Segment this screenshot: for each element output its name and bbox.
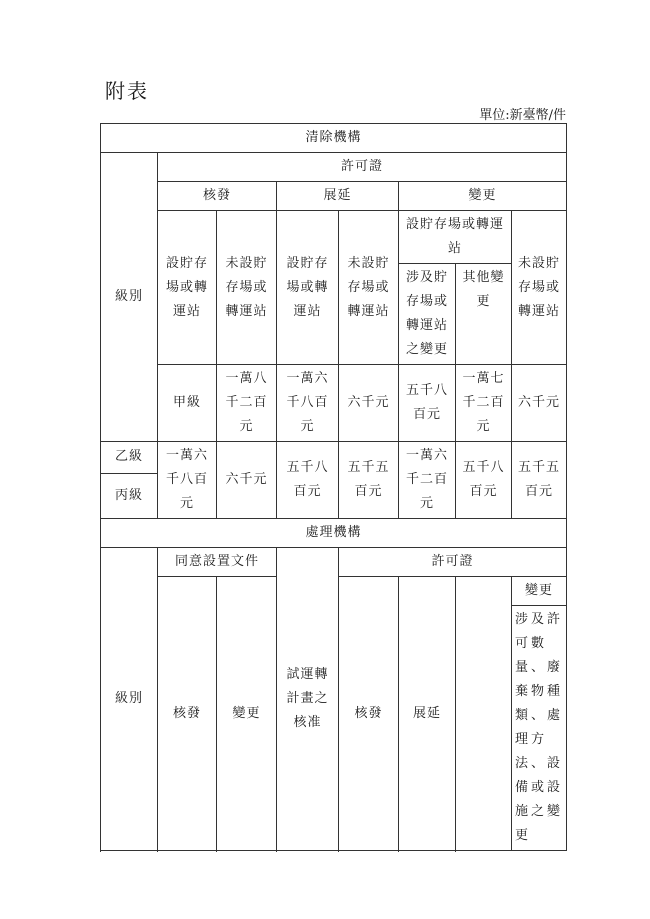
clearing-permit-header: 許可證 [158,153,567,182]
clearing-change-with-storage: 設貯存場或轉運站 [399,211,512,264]
level-bing: 丙級 [101,473,158,518]
permit-extend: 展延 [399,577,456,851]
jia-fee-cell: 六千元 [512,365,567,442]
jia-fee-cell: 一萬八千二百元 [217,365,277,442]
level-yi: 乙級 [101,442,158,474]
clearing-extend-without-storage: 未設貯存場或轉運站 [339,211,399,365]
consent-change: 變更 [217,577,277,851]
yibing-fee-cell: 五千八百元 [456,442,512,519]
processing-permit-header: 許可證 [339,548,567,577]
trial-plan-approval: 試運轉計畫之核准 [277,548,339,851]
unit-label: 單位:新臺幣/件 [479,108,566,123]
yibing-fee-cell: 六千元 [217,442,277,519]
level-jia: 甲級 [158,365,217,442]
processing-change-header: 變更 [512,577,567,606]
yibing-fee-cell: 一萬六千二百元 [399,442,456,519]
jia-fee-cell: 五千八百元 [399,365,456,442]
page-title: 附表 [105,79,149,103]
yibing-fee-cell: 五千五百元 [512,442,567,519]
clearing-change-without-storage: 未設貯存場或轉運站 [512,211,567,365]
jia-fee-cell: 一萬六千八百元 [277,365,339,442]
clearing-change-involving-storage: 涉及貯存場或轉運站之變更 [399,264,456,365]
fee-table [100,123,567,851]
clearing-extend-header: 展延 [277,182,399,211]
clearing-section-header: 清除機構 [101,124,567,153]
processing-level-header: 級別 [101,548,158,851]
jia-fee-cell: 一萬七千二百元 [456,365,512,442]
permit-issue: 核發 [339,577,399,851]
clearing-change-header: 變更 [399,182,567,211]
yibing-fee-cell: 五千八百元 [277,442,339,519]
clearing-issue-header: 核發 [158,182,277,211]
processing-section-header: 處理機構 [101,519,567,548]
clearing-extend-with-storage: 設貯存場或轉運站 [277,211,339,365]
consent-issue: 核發 [158,577,217,851]
yibing-fee-cell: 一萬六千八百元 [158,442,217,519]
clearing-level-header: 級別 [101,153,158,442]
consent-doc-header: 同意設置文件 [158,548,277,577]
clearing-change-other: 其他變更 [456,264,512,365]
clearing-issue-without-storage: 未設貯存場或轉運站 [217,211,277,365]
jia-fee-cell: 六千元 [339,365,399,442]
blank-cell [456,577,512,851]
yibing-fee-cell: 五千五百元 [339,442,399,519]
clearing-issue-with-storage: 設貯存場或轉運站 [158,211,217,365]
change-involving-permit: 涉及許可數量、廢棄物種類、處理方法、設備或設施之變更 [512,606,567,851]
